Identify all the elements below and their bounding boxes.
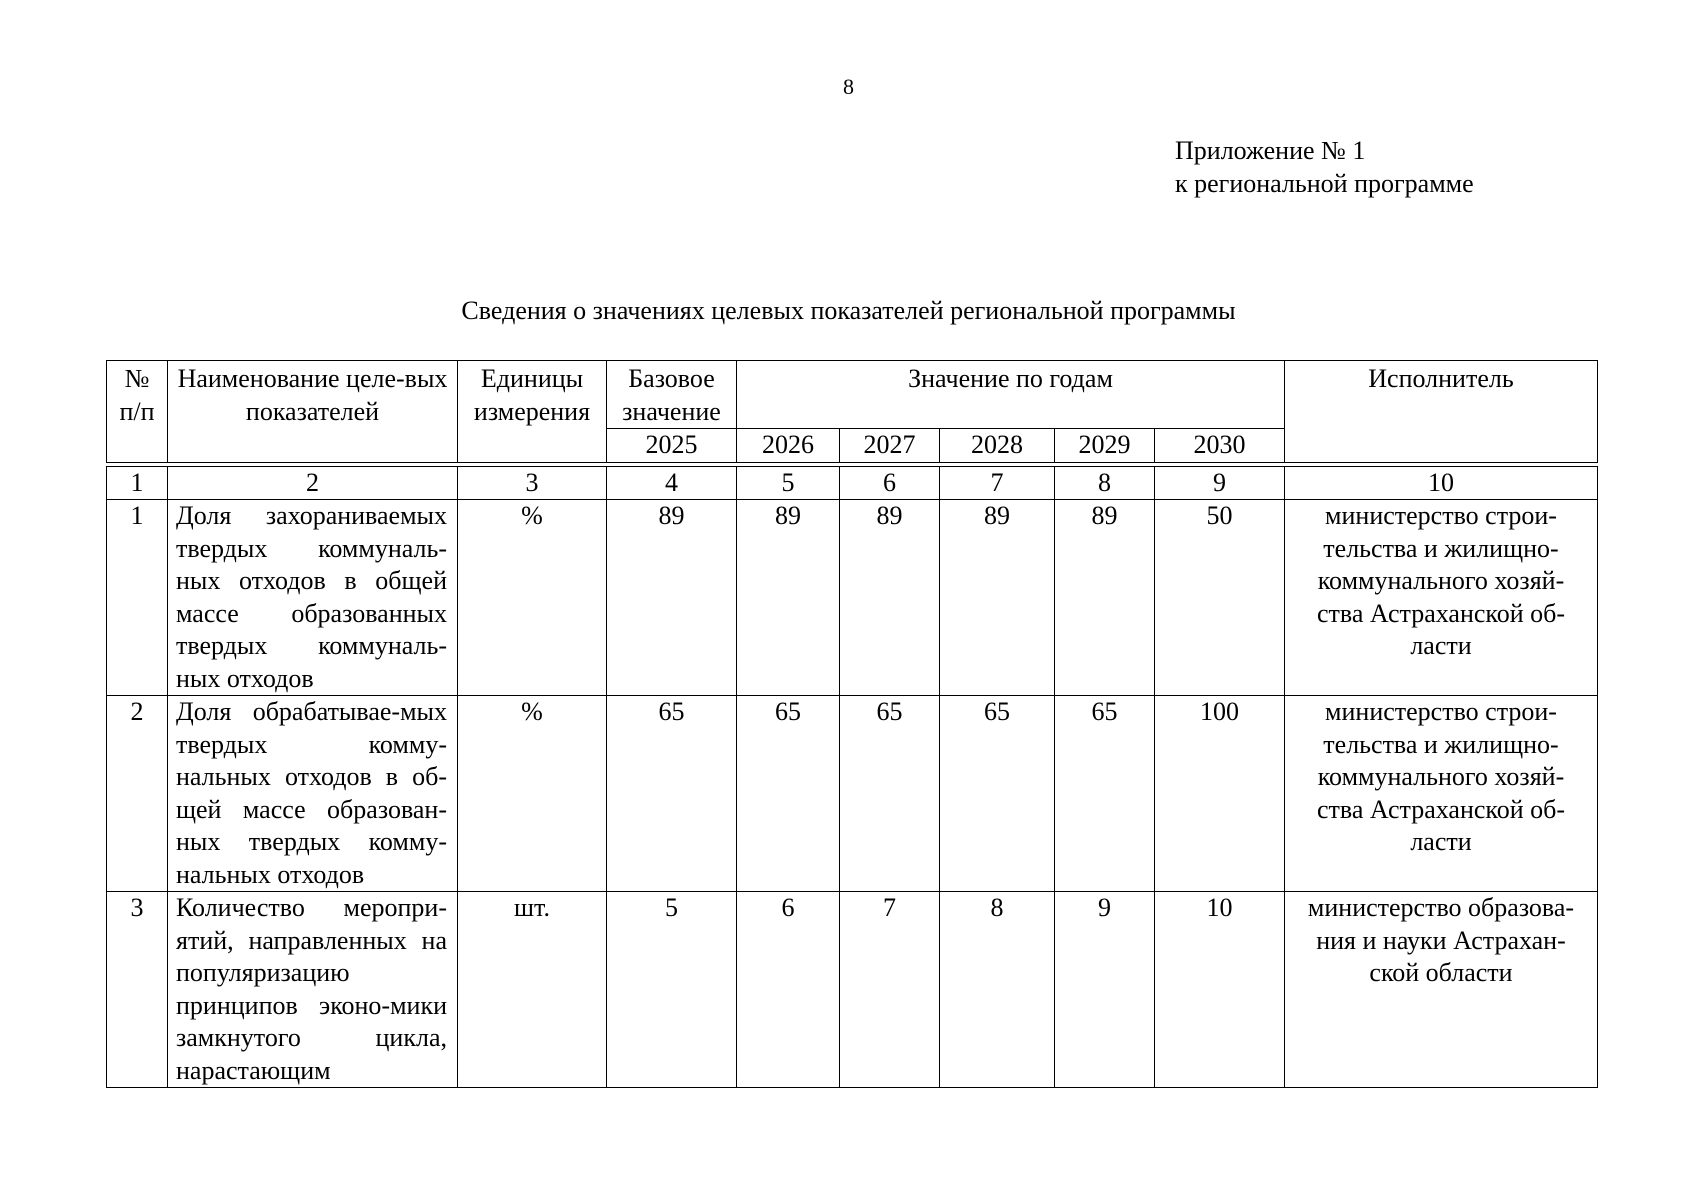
column-number: 7 — [940, 466, 1055, 500]
year-cell: 2027 — [840, 429, 940, 463]
column-number: 9 — [1155, 466, 1285, 500]
row-num: 3 — [107, 892, 168, 1088]
year-cell: 2030 — [1155, 429, 1285, 463]
year-cell: 2029 — [1055, 429, 1155, 463]
appendix-line-1: Приложение № 1 — [1175, 136, 1366, 165]
appendix-note — [1175, 134, 1474, 200]
value-cell: 6 — [737, 892, 840, 1088]
value-cell: 89 — [1055, 500, 1155, 696]
column-number: 5 — [737, 466, 840, 500]
header-unit: Единицы измерения — [458, 361, 607, 463]
executor-cell: министерство образова-ния и науки Астрахан-ской области — [1285, 892, 1598, 1088]
value-cell: 65 — [607, 696, 737, 892]
table-title: Сведения о значениях целевых показателей региональной программы — [461, 296, 1236, 325]
row-num: 2 — [107, 696, 168, 892]
value-cell: 50 — [1155, 500, 1285, 696]
page-number: 8 — [843, 74, 854, 99]
value-cell: 7 — [840, 892, 940, 1088]
value-cell: 89 — [607, 500, 737, 696]
year-cell: 2025 — [607, 429, 737, 463]
header-executor: Исполнитель — [1285, 361, 1598, 463]
indicators-table — [106, 360, 1598, 1088]
indicator-name: Доля обрабатывае-мых твердых комму-нальных отходов в об-щей массе образован-ных твердых комму-нальных отходов — [168, 696, 458, 892]
column-number: 8 — [1055, 466, 1155, 500]
appendix-line-2: к региональной программе — [1175, 169, 1474, 198]
header-row — [107, 361, 1598, 429]
indicator-name: Доля захораниваемых твердых коммуналь-ных отходов в общей массе образованных твердых коммуналь-ных отходов — [168, 500, 458, 696]
header-name: Наименование целе-вых показателей — [168, 361, 458, 463]
value-cell: 65 — [1055, 696, 1155, 892]
value-cell: 5 — [607, 892, 737, 1088]
value-cell: 8 — [940, 892, 1055, 1088]
executor-cell: министерство строи-тельства и жилищно-коммунального хозяй-ства Астраханской об-ласти — [1285, 696, 1598, 892]
column-number: 10 — [1285, 466, 1598, 500]
value-cell: 65 — [840, 696, 940, 892]
value-cell: 89 — [940, 500, 1055, 696]
value-cell: 9 — [1055, 892, 1155, 1088]
header-num: № п/п — [107, 361, 168, 463]
indicators-table-wrapper — [106, 360, 1597, 1088]
table-row — [107, 892, 1598, 1088]
value-cell: 89 — [737, 500, 840, 696]
value-cell: 65 — [940, 696, 1055, 892]
value-cell: 10 — [1155, 892, 1285, 1088]
unit-cell: % — [458, 696, 607, 892]
indicator-name: Количество меропри-ятий, направленных на популяризацию принципов эконо-мики замкнутого цикла, нарастающим — [168, 892, 458, 1088]
column-number: 2 — [168, 466, 458, 500]
column-number: 3 — [458, 466, 607, 500]
value-cell: 89 — [840, 500, 940, 696]
column-number-row — [107, 466, 1598, 500]
header-years-group: Значение по годам — [737, 361, 1285, 429]
year-cell: 2026 — [737, 429, 840, 463]
table-row — [107, 696, 1598, 892]
unit-cell: шт. — [458, 892, 607, 1088]
executor-cell: министерство строи-тельства и жилищно-коммунального хозяй-ства Астраханской об-ласти — [1285, 500, 1598, 696]
value-cell: 100 — [1155, 696, 1285, 892]
column-number: 6 — [840, 466, 940, 500]
column-number: 4 — [607, 466, 737, 500]
table-row — [107, 500, 1598, 696]
value-cell: 65 — [737, 696, 840, 892]
header-base: Базовое значение — [607, 361, 737, 429]
unit-cell: % — [458, 500, 607, 696]
column-number: 1 — [107, 466, 168, 500]
row-num: 1 — [107, 500, 168, 696]
year-cell: 2028 — [940, 429, 1055, 463]
